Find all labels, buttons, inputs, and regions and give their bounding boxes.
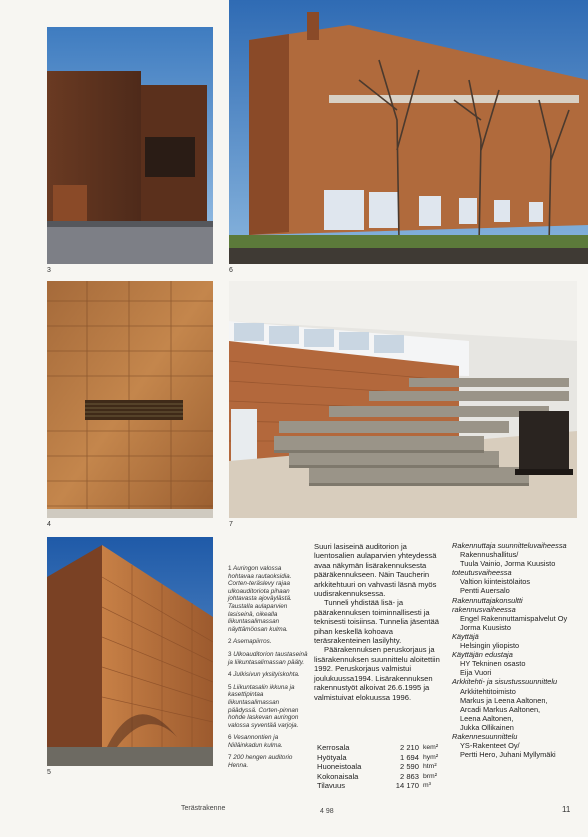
credit-role: toteutusvaiheessa: [452, 568, 512, 578]
credit-role: Käyttäjä: [452, 631, 479, 641]
credit-block: [452, 732, 582, 759]
stat-row: [317, 781, 445, 791]
body-paragraph: Tunneli yhdistää lisä- ja päärakennuksen toiminnallisesti ja teknisesti toisiinsa. Tunnelia jäsentää pihan keskellä kohoava teräsrakenteinen lasilyhty.: [314, 598, 439, 646]
stat-label: Hyötyala: [317, 752, 347, 762]
credit-name: Valtion kiinteistölaitos: [460, 577, 531, 587]
credit-role: Rakennuttajakonsultti rakennusvaiheessa: [452, 595, 523, 614]
stat-value: 2 590: [399, 762, 419, 772]
credit-name: Arcadi Markus Aaltonen,: [460, 704, 541, 714]
credit-name: Arkkitehtitoimisto: [460, 686, 516, 696]
stat-label: Kerrosala: [317, 743, 350, 752]
credit-name: Pertti Hero, Juhani Myllymäki: [460, 750, 556, 760]
stat-unit: hym²: [423, 753, 439, 761]
credit-block: [452, 541, 582, 568]
credit-name: Tuula Vainio, Jorma Kuusisto: [460, 559, 556, 569]
caption-number: 7: [228, 754, 232, 762]
stat-label: Tilavuus: [317, 781, 345, 791]
stat-label: Kokonaisala: [317, 771, 359, 781]
caption-item: [228, 684, 308, 730]
photo-4-facade-detail: [47, 281, 213, 518]
stat-value: 14 170: [395, 781, 419, 791]
stat-row: [317, 762, 445, 772]
photo-5-sports-hall-mass: [47, 537, 213, 766]
issue-number: 4 98: [320, 808, 334, 815]
photo-number: 3: [47, 267, 51, 274]
stat-label: Huoneistoala: [317, 762, 362, 772]
caption-text: Asemapiirros.: [233, 638, 272, 646]
caption-item: [228, 754, 308, 769]
body-paragraph: Päärakennuksen peruskorjaus ja lisärakennuksen suunnittelu aloitettiin 1992. Peruskorjaus valmistui joulukuussa1994. Lisärakennuksen rakennustyöt alkoivat 26.6.1995 ja valmistuivat elokuussa 1996.: [314, 645, 440, 702]
credit-name: Eija Vuori: [460, 668, 492, 678]
photo-3-corten-wall: [47, 27, 213, 264]
building-areas-table: [317, 743, 445, 791]
project-credits: [452, 541, 582, 759]
stat-row: [317, 772, 445, 782]
credit-name: Markus ja Leena Aaltonen,: [460, 695, 548, 705]
credit-name: Rakennushallitus/: [460, 550, 519, 560]
credit-block: [452, 596, 582, 632]
credit-role: Käyttäjän edustaja: [452, 650, 513, 660]
credit-block: [452, 677, 582, 732]
credit-role: Rakennesuunnittelu: [452, 731, 518, 741]
page-number: 11: [562, 805, 571, 814]
caption-item: [228, 638, 308, 646]
photo-7-auditorium: [229, 281, 577, 518]
credit-name: Helsingin yliopisto: [460, 641, 520, 651]
caption-text: 200 hengen auditorio Henna.: [228, 754, 293, 770]
credit-role: Arkkitehti- ja sisustussuunnittelu: [452, 677, 558, 687]
caption-item: [228, 734, 308, 749]
caption-number: 3: [228, 650, 232, 658]
credit-name: Jukka Ollikainen: [460, 722, 514, 732]
stat-unit: kem²: [423, 744, 439, 751]
credit-name: Jorma Kuusisto: [460, 622, 511, 632]
photo-captions: [228, 565, 308, 775]
article-body: [314, 542, 448, 702]
caption-item: [228, 651, 308, 666]
credit-block: [452, 568, 582, 595]
magazine-name: Terästrakenne: [181, 805, 226, 812]
photo-number: 4: [47, 521, 51, 528]
credit-block: [452, 632, 582, 650]
body-paragraph: Suuri lasiseinä auditorion ja luentosalien aulaparvien yhteydessä avaa näkymän lisärakennuksesta pääräkennukseen. Näin Taucherin arkkitehtuuri on vahvasti läsnä myös uudisrakennuksessa.: [314, 542, 437, 599]
credit-name: HY Tekninen osasto: [460, 659, 526, 669]
caption-number: 6: [228, 734, 232, 742]
credit-name: Pentti Auersalo: [460, 586, 510, 596]
credit-name: Leena Aaltonen,: [460, 713, 514, 723]
credit-name: Engel Rakennuttamispalvelut Oy: [460, 613, 568, 623]
caption-text: Julkisivun yksityiskohta.: [233, 671, 300, 679]
credit-role: Rakennuttaja suunnitteluvaiheessa: [452, 541, 567, 550]
stat-row: [317, 753, 445, 763]
stat-row: [317, 743, 445, 753]
caption-text: Liikuntasalin ikkuna ja kasettipintaa liikuntasalimassan päädyssä. Corten-pinnan hohde laskevan auringon valossa syventää varjoja.: [228, 683, 299, 729]
caption-text: Vesannontien ja Niiläinkadun kulma.: [228, 734, 283, 749]
credit-name: YS-Rakenteet Oy/: [460, 741, 520, 751]
caption-number: 5: [228, 683, 232, 691]
caption-item: [228, 671, 308, 679]
stat-unit: m³: [423, 782, 431, 790]
photo-number: 7: [229, 521, 233, 528]
photo-number: 5: [47, 769, 51, 776]
stat-unit: htm²: [423, 763, 437, 771]
caption-number: 1: [228, 565, 232, 572]
caption-text: Auringon valossa hohtavaa rautaoksidia. Corten-teräslevy rajaa ulkoauditoriota pihaan johtavasta ajoväylästä. Taustalla aulaparvien lasiseinä, oikealla liikuntasalimassan näyttämöosan kulma.: [228, 565, 292, 633]
stat-value: 2 210: [399, 743, 419, 752]
stat-value: 1 694: [399, 752, 419, 762]
stat-unit: brm²: [423, 772, 437, 780]
photo-number: 6: [229, 267, 233, 274]
credit-block: [452, 650, 582, 677]
stat-value: 2 863: [399, 771, 419, 781]
photo-6-main-building: [229, 0, 588, 264]
caption-number: 2: [228, 638, 232, 646]
caption-item: [228, 565, 308, 633]
caption-number: 4: [228, 671, 232, 679]
caption-text: Ulkoauditorion taustaseinä ja liikuntasalimassan pääty.: [228, 650, 308, 666]
